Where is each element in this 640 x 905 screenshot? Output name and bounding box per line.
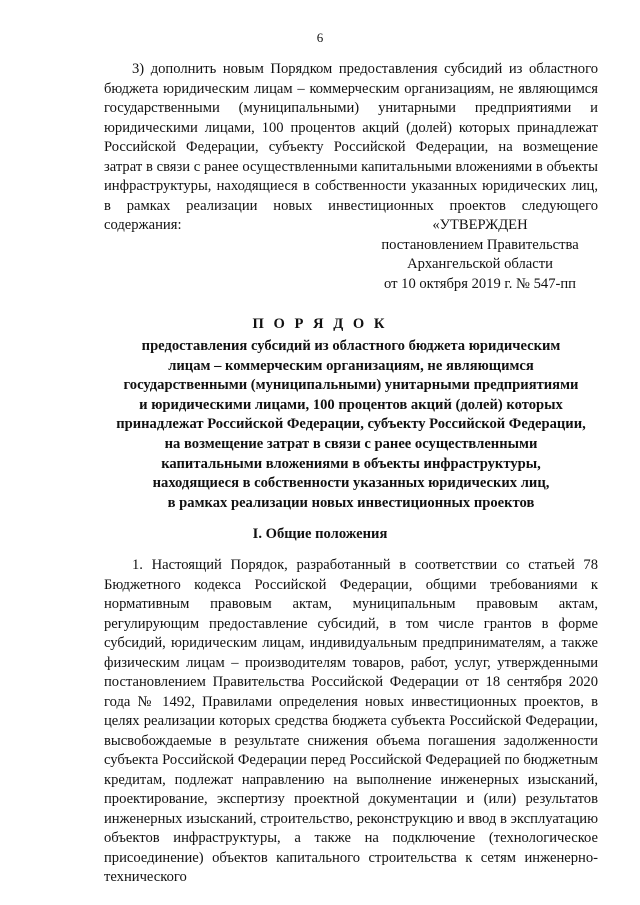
subtitle-line: находящиеся в собственности указанных юридических лиц, xyxy=(152,475,550,492)
subtitle-line: и юридическими лицами, 100 процентов акций (долей) которых xyxy=(139,396,563,413)
subtitle-line: предоставления субсидий из областного бюджета юридическим xyxy=(141,338,561,354)
approval-line-1: «УТВЕРЖДЕН xyxy=(432,217,528,233)
document-subtitle xyxy=(104,337,598,513)
approval-stamp xyxy=(330,216,630,294)
subtitle-line: государственными (муниципальными) унитарными предприятиями xyxy=(123,377,579,394)
page-number: 6 xyxy=(316,30,324,45)
body-section xyxy=(104,556,598,888)
approval-line-2: постановлением Правительства xyxy=(381,236,579,253)
body-paragraph: 1. Настоящий Порядок, разработанный в соответствии со статьей 78 Бюджетного кодекса Российской Федерации, общими требованиями к нормативным правовым актам, муниципальным правовым актам, регулирующим предоставление субсидий, в том числе грантов в форме субсидий, юридическим лицам, индивидуальным предпринимателям, а также физическим лицам – производителям товаров, работ, услуг, утвержденными постановлением Правительства Российской Федерации от 18 сентября 2020 года № 1492, Правилами определения новых инвестиционных проектов, в целях реализации которых средства бюджета субъекта Российской Федерации, высвобождаемые в результате снижения объема погашения задолженности субъекта Российской Федерации перед Российской Федерацией по бюджетным кредитам, подлежат направлению на выполнение инженерных изысканий, проектирование, экспертизу проектной документации и (или) результатов инженерных изысканий, строительство, реконструкцию и ввод в эксплуатацию объектов инфраструктуры, а также на подключение (технологическое присоединение) объектов капитального строительства к сетям инженерно-технического xyxy=(104,557,598,885)
document-title: П О Р Я Д О К xyxy=(252,316,388,332)
subtitle-line: принадлежат Российской Федерации, субъекту Российской Федерации, xyxy=(116,416,586,433)
section-heading: I. Общие положения xyxy=(252,526,388,542)
subtitle-line: в рамках реализации новых инвестиционных проектов xyxy=(167,494,535,511)
subtitle-line: капитальными вложениями в объекты инфраструктуры, xyxy=(161,455,541,472)
intro-paragraph: 3) дополнить новым Порядком предоставления субсидий из областного бюджета юридическим лицам – коммерческим организациям, не являющимся государственными (муниципальными) унитарными предприятиями и юридическими лицами, 100 процентов акций (долей) которых принадлежат Российской Федерации, субъекту Российской Федерации, на возмещение затрат в связи с ранее осуществленными капитальными вложениями в объекты инфраструктуры, находящиеся в собственности указанных юридических лиц, в рамках реализации новых инвестиционных проектов следующего содержания: xyxy=(104,61,598,233)
subtitle-line: лицам – коммерческим организациям, не являющимся xyxy=(168,357,534,374)
approval-line-4: от 10 октября 2019 г. № 547-пп xyxy=(384,275,576,292)
subtitle-line: на возмещение затрат в связи с ранее осуществленными xyxy=(164,435,538,452)
approval-line-3: Архангельской области xyxy=(407,256,553,272)
intro-section xyxy=(104,60,598,236)
